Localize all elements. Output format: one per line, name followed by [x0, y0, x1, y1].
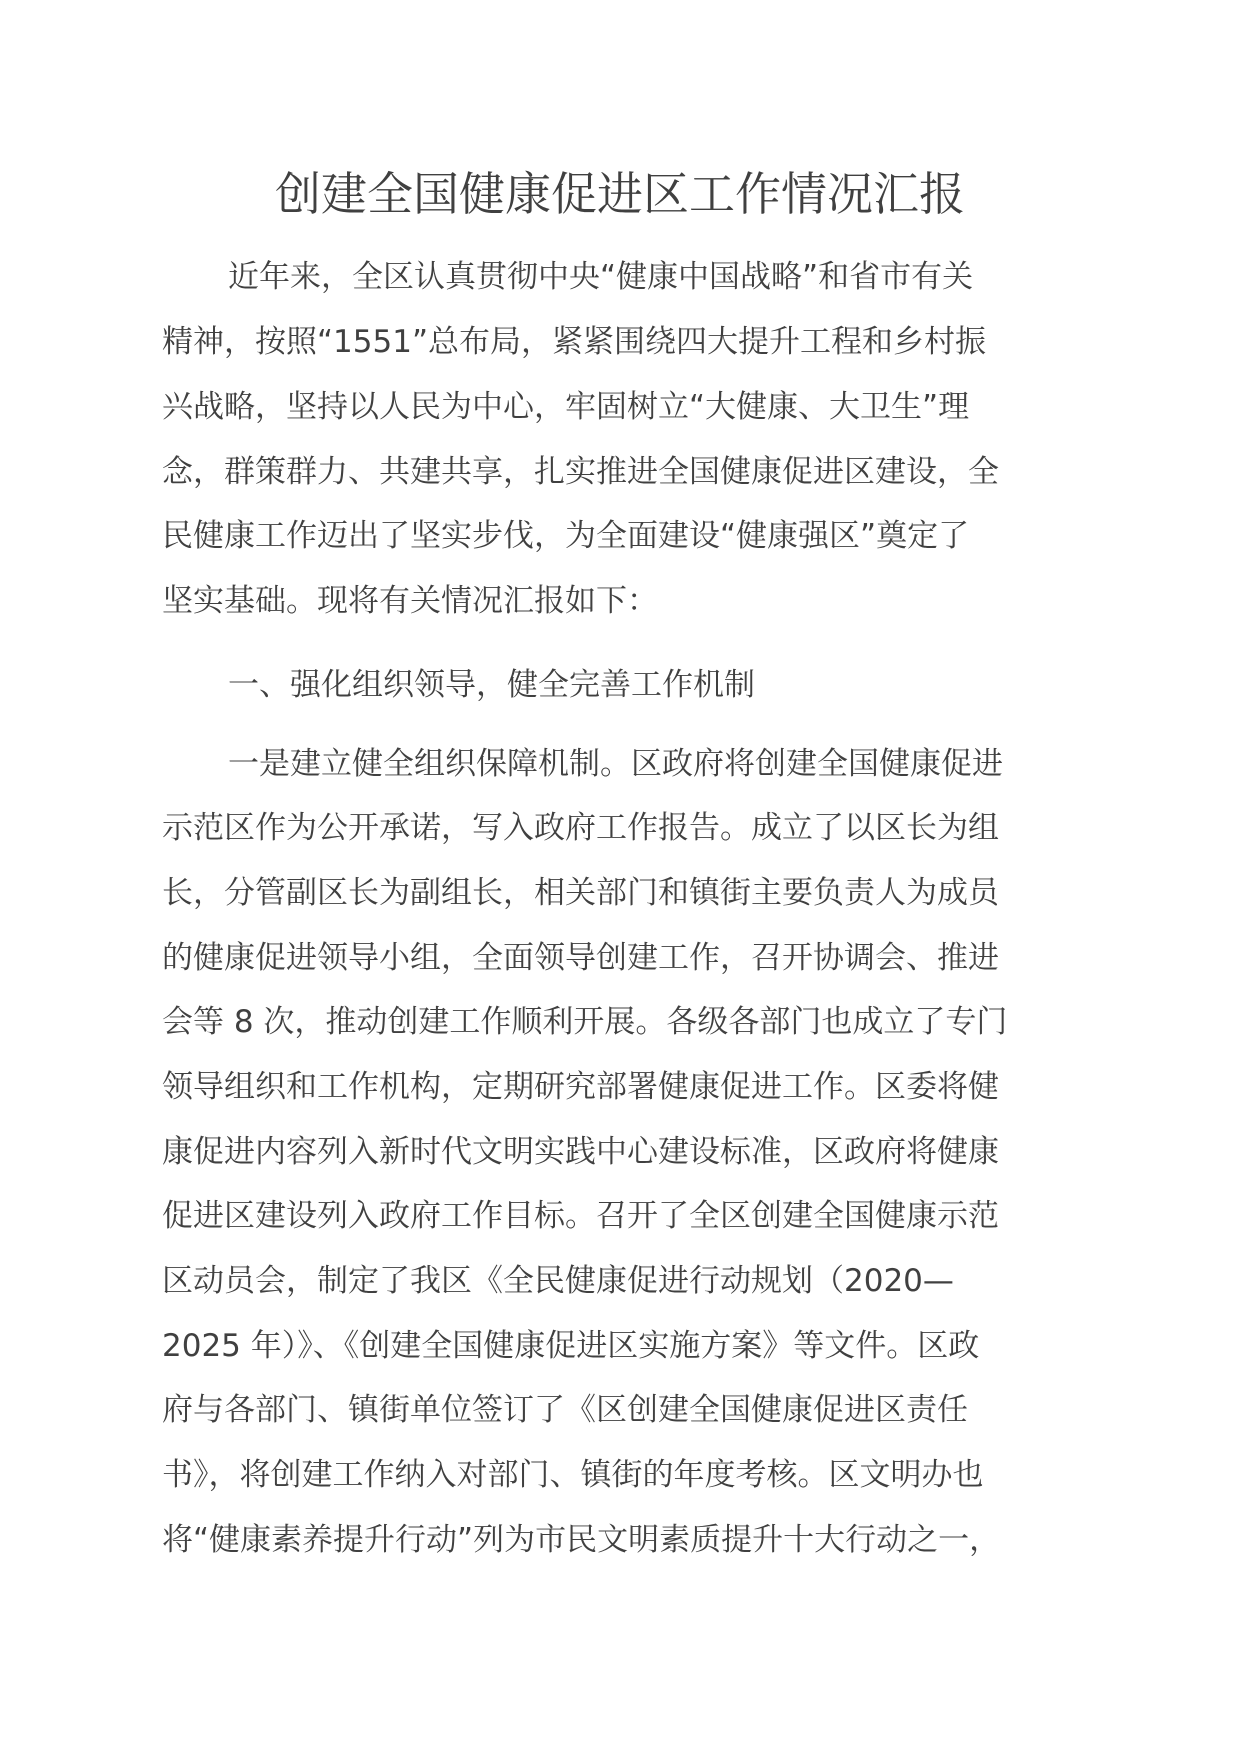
section-line: 书》，将创建工作纳入对部门、镇街的年度考核。区文明办也 [162, 1457, 984, 1493]
section-line: 会等 8 次，推动创建工作顺利开展。各级各部门也成立了专门 [162, 1004, 1008, 1040]
section-line: 示范区作为公开承诺，写入政府工作报告。成立了以区长为组 [162, 810, 999, 846]
section-line: 一是建立健全组织保障机制。区政府将创建全国健康促进 [228, 746, 1003, 782]
intro-line: 兴战略，坚持以人民为中心，牢固树立“大健康、大卫生”理 [162, 389, 970, 425]
section-line: 的健康促进领导小组，全面领导创建工作，召开协调会、推进 [162, 940, 999, 976]
intro-line: 近年来，全区认真贯彻中央“健康中国战略”和省市有关 [228, 259, 974, 295]
section-heading: 一、强化组织领导，健全完善工作机制 [228, 667, 755, 703]
intro-line: 精神，按照“1551”总布局，紧紧围绕四大提升工程和乡村振 [162, 324, 987, 360]
section-line: 区动员会，制定了我区《全民健康促进行动规划（2020— [162, 1263, 954, 1299]
section-line: 康促进内容列入新时代文明实践中心建设标准，区政府将健康 [162, 1134, 999, 1170]
section-line: 将“健康素养提升行动”列为市民文明素质提升十大行动之一， [162, 1522, 1001, 1558]
section-line: 长，分管副区长为副组长，相关部门和镇街主要负责人为成员 [162, 875, 999, 911]
section-line: 领导组织和工作机构，定期研究部署健康促进工作。区委将健 [162, 1069, 999, 1105]
intro-line: 念，群策群力、共建共享，扎实推进全国健康促进区建设，全 [162, 454, 999, 490]
intro-line: 民健康工作迈出了坚实步伐，为全面建设“健康强区”奠定了 [162, 518, 970, 554]
section-line: 府与各部门、镇街单位签订了《区创建全国健康促进区责任 [162, 1392, 968, 1428]
section-line: 促进区建设列入政府工作目标。召开了全区创建全国健康示范 [162, 1198, 999, 1234]
document-title: 创建全国健康促进区工作情况汇报 [275, 167, 965, 221]
section-line: 2025 年）》、《创建全国健康促进区实施方案》等文件。区政 [162, 1328, 980, 1364]
intro-line: 坚实基础。现将有关情况汇报如下： [162, 583, 658, 619]
